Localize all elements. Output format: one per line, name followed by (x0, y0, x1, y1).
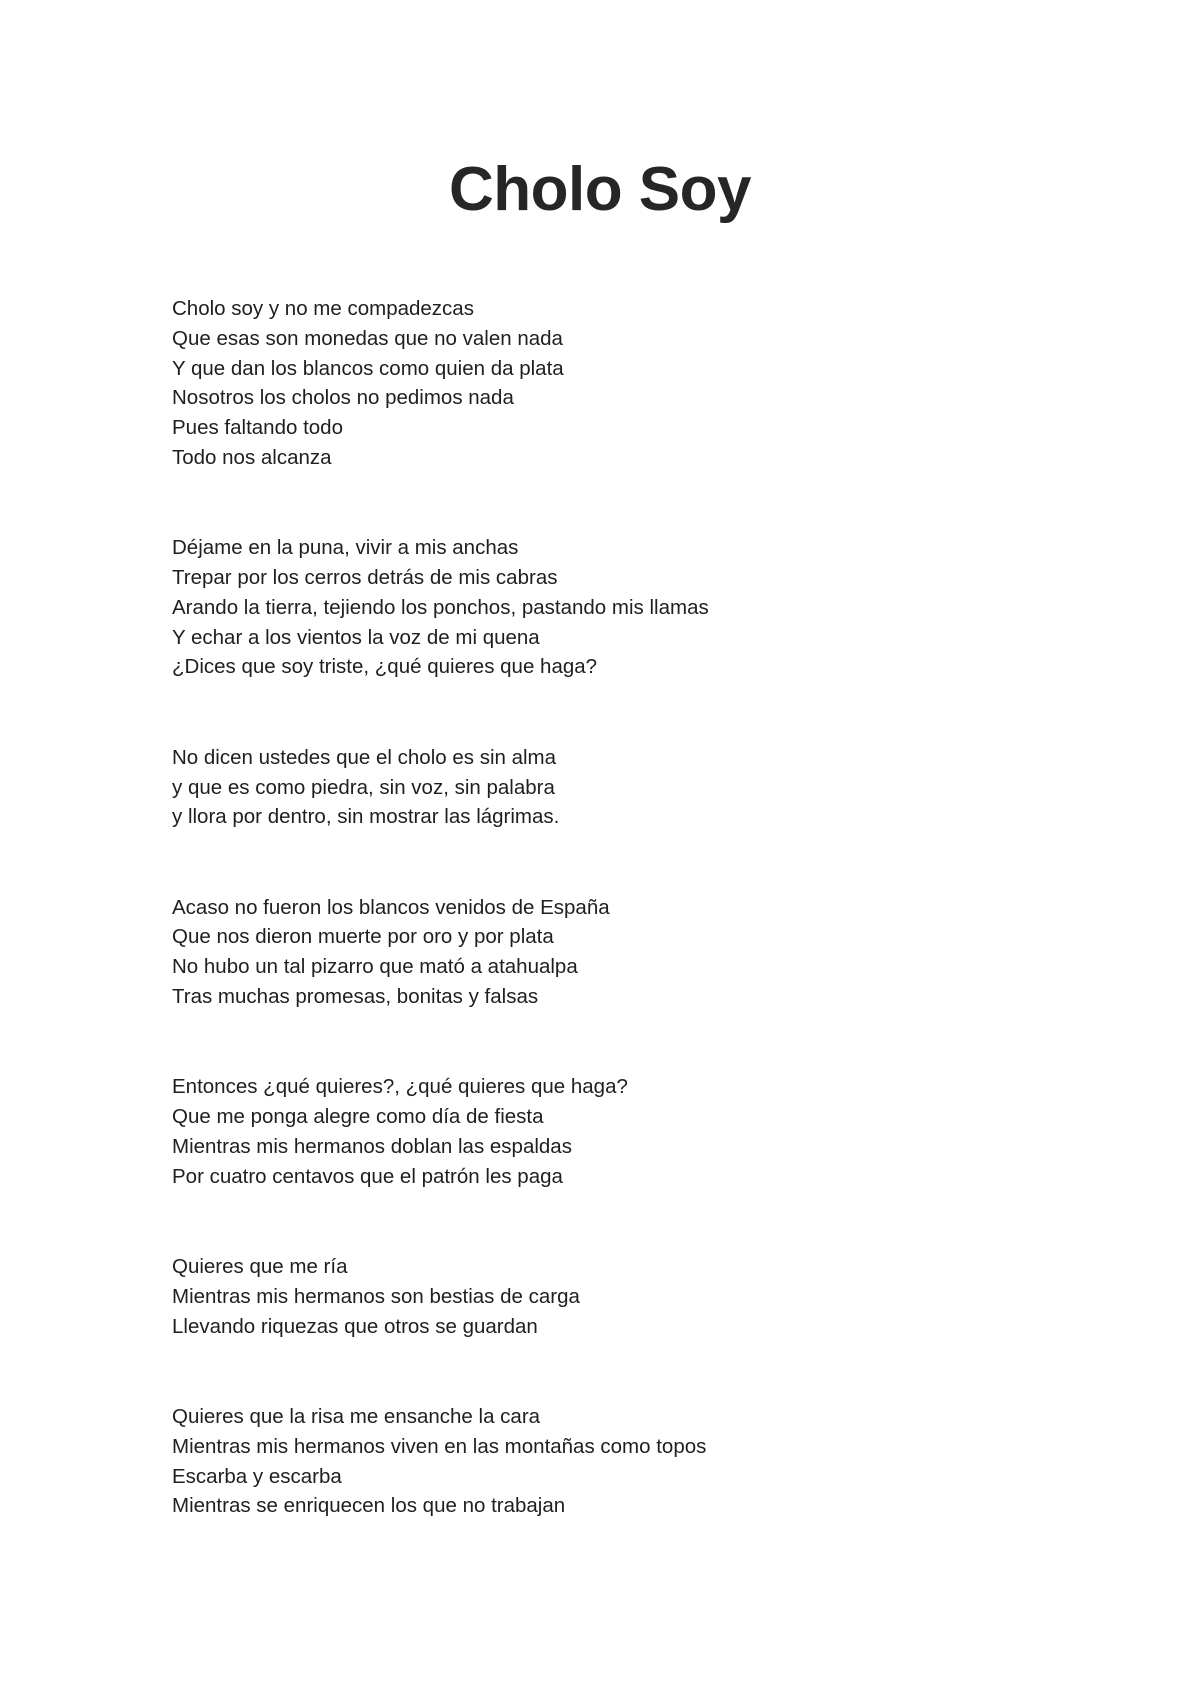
poem-line: Nosotros los cholos no pedimos nada (172, 386, 514, 410)
poem-line: y que es como piedra, sin voz, sin palabra (172, 775, 555, 799)
poem-line: Mientras mis hermanos viven en las montañas como topos (172, 1434, 707, 1458)
poem-line: Por cuatro centavos que el patrón les paga (172, 1164, 563, 1188)
poem-line: y llora por dentro, sin mostrar las lágrimas. (172, 805, 560, 829)
poem-line: Entonces ¿qué quieres?, ¿qué quieres que haga? (172, 1075, 628, 1099)
stanza-4 (172, 893, 1072, 1012)
poem-line: Mientras mis hermanos doblan las espaldas (172, 1134, 572, 1158)
poem-line: Tras muchas promesas, bonitas y falsas (172, 985, 539, 1009)
poem-line: Quieres que la risa me ensanche la cara (172, 1404, 541, 1428)
poem-line: Trepar por los cerros detrás de mis cabras (172, 566, 558, 590)
stanza-6 (172, 1252, 1072, 1341)
stanza-2 (172, 533, 1072, 682)
poem-line: Déjame en la puna, vivir a mis anchas (172, 536, 519, 560)
poem-line: ¿Dices que soy triste, ¿qué quieres que haga? (172, 655, 598, 679)
stanza-5 (172, 1072, 1072, 1191)
poem-line: Escarba y escarba (172, 1464, 342, 1488)
poem-line: Arando la tierra, tejiendo los ponchos, pastando mis llamas (172, 595, 709, 619)
poem-body (172, 294, 1072, 1582)
poem-line: Acaso no fueron los blancos venidos de España (172, 895, 610, 919)
poem-line: Mientras se enriquecen los que no trabajan (172, 1494, 566, 1518)
poem-line: Llevando riquezas que otros se guardan (172, 1314, 538, 1338)
poem-line: Mientras mis hermanos son bestias de carga (172, 1284, 580, 1308)
stanza-1 (172, 294, 1072, 473)
poem-line: Todo nos alcanza (172, 445, 332, 469)
poem-line: Y echar a los vientos la voz de mi quena (172, 625, 540, 649)
poem-line: No dicen ustedes que el cholo es sin alma (172, 745, 557, 769)
document-title: Cholo Soy (448, 155, 752, 224)
poem-line: Pues faltando todo (172, 416, 343, 440)
poem-line: Que nos dieron muerte por oro y por plata (172, 925, 554, 949)
poem-line: Cholo soy y no me compadezcas (172, 297, 474, 320)
poem-line: No hubo un tal pizarro que mató a atahualpa (172, 955, 578, 979)
stanza-3 (172, 743, 1072, 832)
poem-line: Quieres que me ría (172, 1255, 348, 1279)
poem-line: Que esas son monedas que no valen nada (172, 326, 563, 350)
poem-line: Que me ponga alegre como día de fiesta (172, 1105, 544, 1129)
stanza-7 (172, 1402, 1072, 1521)
poem-line: Y que dan los blancos como quien da plata (172, 356, 564, 380)
